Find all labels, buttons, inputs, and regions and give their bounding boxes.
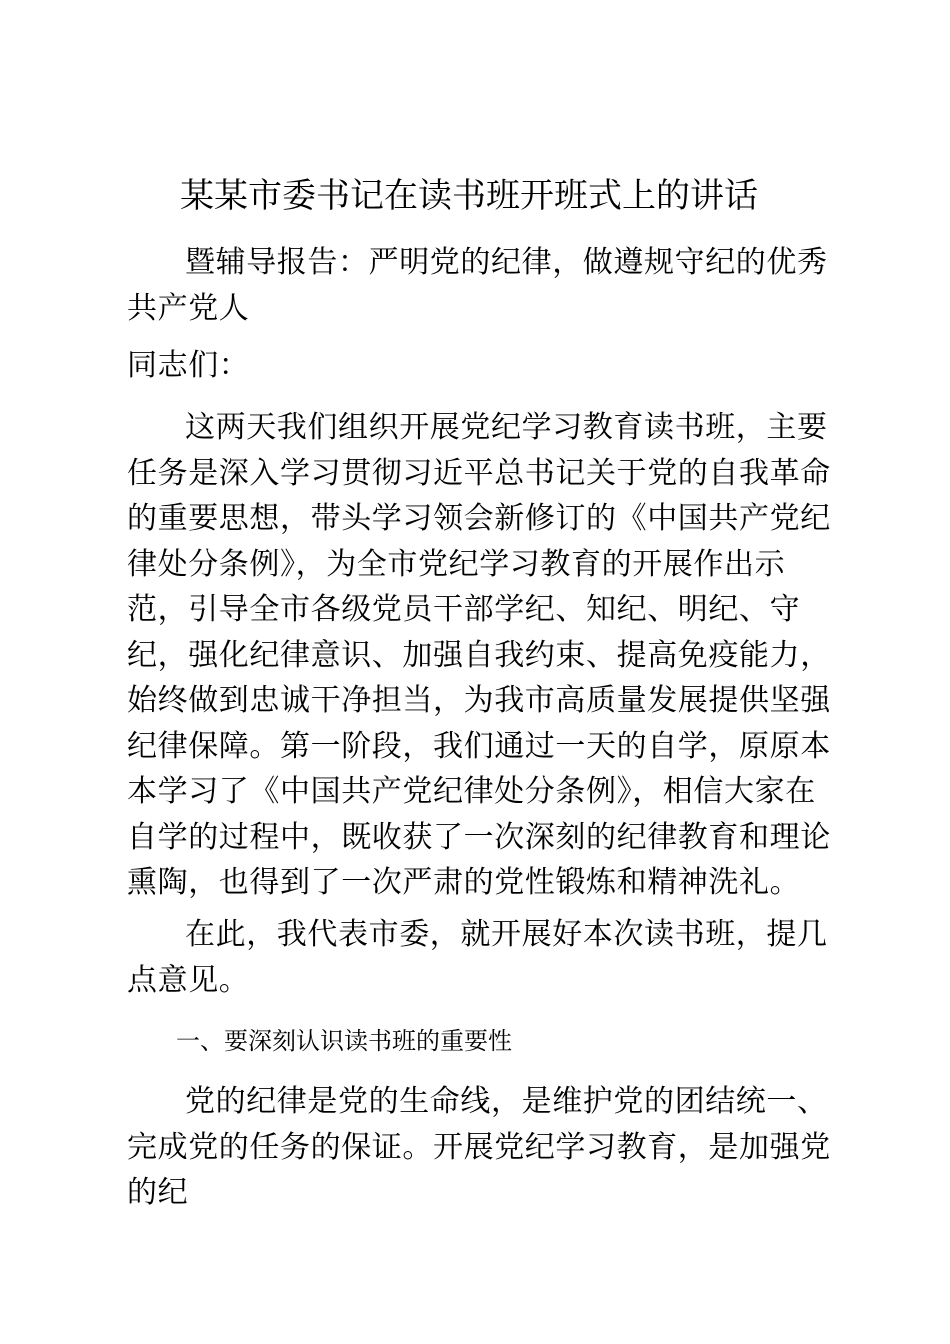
document-subtitle: 暨辅导报告：严明党的纪律，做遵规守纪的优秀共产党人 <box>127 245 828 326</box>
paragraph-1: 这两天我们组织开展党纪学习教育读书班，主要任务是深入学习贯彻习近平总书记关于党的自我革命的重要思想，带头学习领会新修订的《中国共产党纪律处分条例》，为全市党纪学习教育的开展作出示范，引导全市各级党员干部学纪、知纪、明纪、守纪，强化纪律意识、加强自我约束、提高免疫能力，始终做到忠诚干净担当，为我市高质量发展提供坚强纪律保障。第一阶段，我们通过一天的自学，原原本本学习了《中国共产党纪律处分条例》，相信大家在自学的过程中，既收获了一次深刻的纪律教育和理论熏陶，也得到了一次严肃的党性锻炼和精神洗礼。 <box>127 410 831 900</box>
paragraph-2: 在此，我代表市委，就开展好本次读书班，提几点意见。 <box>127 917 828 998</box>
greeting-line: 同志们： <box>127 348 250 383</box>
section-heading: 一、要深刻认识读书班的重要性 <box>176 1027 512 1055</box>
document-title: 某某市委书记在读书班开班式上的讲话 <box>180 176 758 216</box>
paragraph-3: 党的纪律是党的生命线，是维护党的团结统一、完成党的任务的保证。开展党纪学习教育，是加强党的纪 <box>127 1084 831 1210</box>
